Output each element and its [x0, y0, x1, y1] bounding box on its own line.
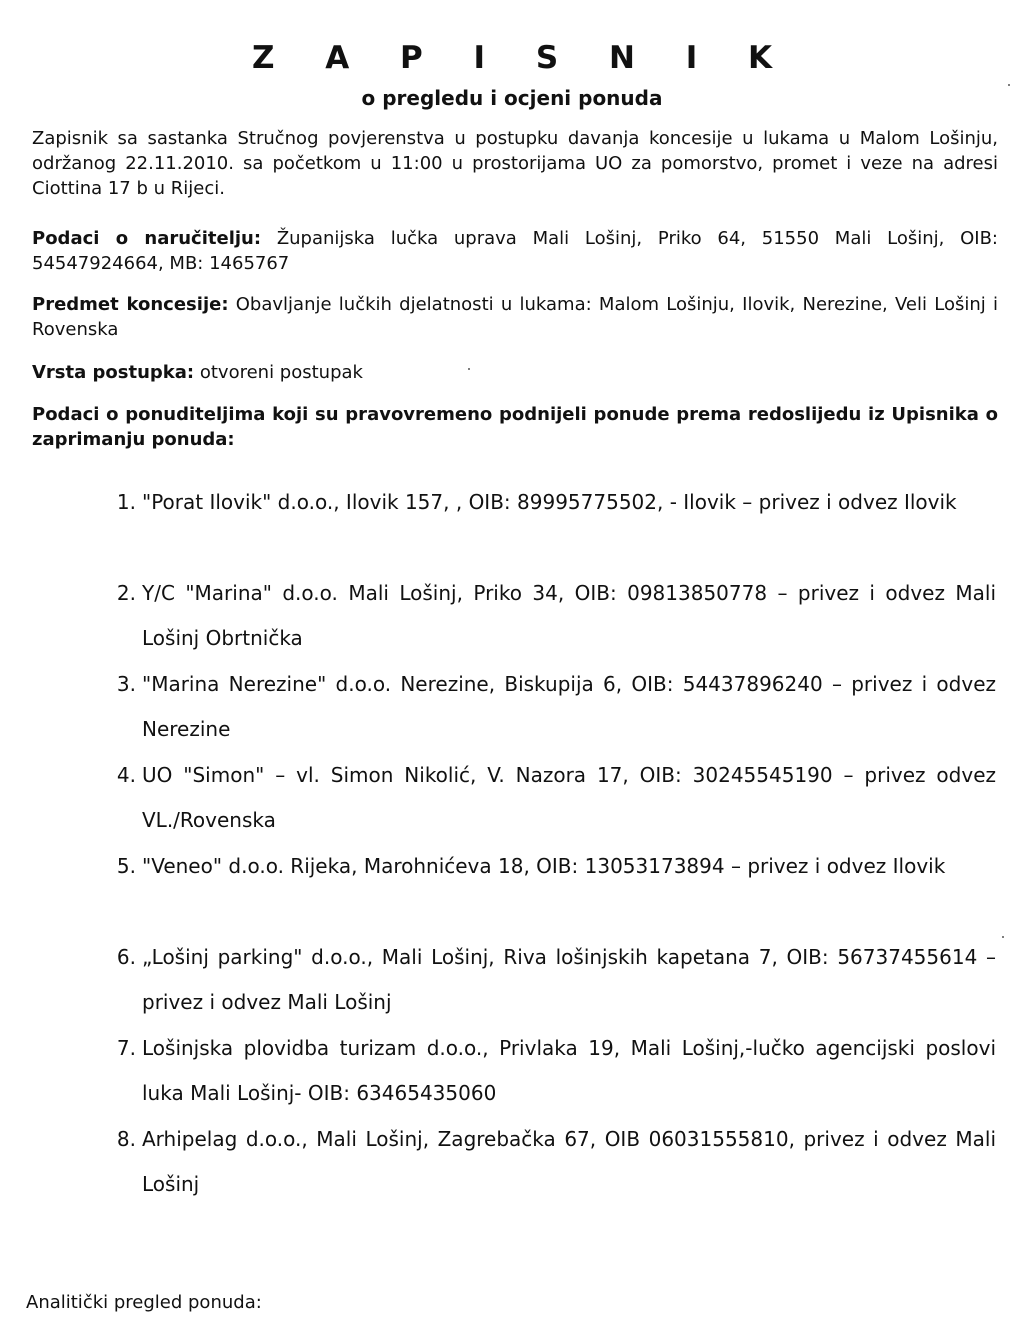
list-item-text: Arhipelag d.o.o., Mali Lošinj, Zagrebačka 67, OIB 06031555810, privez i odvez Mali Lošinj [142, 1127, 996, 1196]
list-item-number: 5. [116, 854, 136, 878]
list-item-text: „Lošinj parking" d.o.o., Mali Lošinj, Riva lošinjskih kapetana 7, OIB: 56737455614 – privez i odvez Mali Lošinj [142, 945, 996, 1014]
narucitelj-label: Podaci o naručitelju: [32, 228, 262, 249]
list-item-number: 8. [116, 1127, 136, 1151]
document-title: Z A P I S N I K [251, 40, 793, 76]
list-item-text: "Veneo" d.o.o. Rijeka, Marohnićeva 18, OIB: 13053173894 – privez i odvez Ilovik [142, 854, 946, 878]
list-item-number: 1. [116, 490, 136, 514]
ponuditelji-list [0, 476, 1024, 1204]
predmet-label: Predmet koncesije: [32, 294, 229, 315]
vrsta-paragraph [32, 360, 998, 385]
list-item-number: 6. [116, 945, 136, 969]
predmet-paragraph [32, 292, 998, 342]
list-item [0, 1113, 1024, 1204]
vrsta-value: otvoreni postupak [194, 362, 363, 383]
list-item [0, 840, 1024, 931]
list-item [0, 931, 1024, 1022]
list-item-text: Lošinjska plovidba turizam d.o.o., Privlaka 19, Mali Lošinj,-lučko agencijski poslovi luka Mali Lošinj- OIB: 63465435060 [142, 1036, 996, 1105]
narucitelj-paragraph [32, 226, 998, 276]
list-item-number: 3. [116, 672, 136, 696]
narucitelj-value: Županijska lučka uprava Mali Lošinj, Priko 64, 51550 Mali Lošinj, OIB: 54547924664, MB: 1465767 [32, 228, 998, 274]
scan-speck [1002, 936, 1004, 938]
footer-label: Analitički pregled ponuda: [26, 1292, 262, 1313]
list-item-text: "Porat Ilovik" d.o.o., Ilovik 157, , OIB: 89995775502, - Ilovik – privez i odvez Ilovik [142, 490, 957, 514]
vrsta-label: Vrsta postupka: [32, 362, 195, 383]
list-item-number: 7. [116, 1036, 136, 1060]
list-item [0, 1022, 1024, 1113]
list-item [0, 658, 1024, 749]
list-item-number: 4. [116, 763, 136, 787]
document-subtitle: o pregledu i ocjeni ponuda [361, 86, 663, 110]
scan-speck [468, 368, 470, 370]
scan-speck [1008, 84, 1010, 86]
list-item [0, 476, 1024, 567]
list-item-text: Y/C "Marina" d.o.o. Mali Lošinj, Priko 34, OIB: 09813850778 – privez i odvez Mali Lošinj Obrtnička [142, 581, 996, 650]
intro-paragraph: Zapisnik sa sastanka Stručnog povjerenstva u postupku davanja koncesije u lukama u Malom Lošinju, održanog 22.11.2010. sa početkom u 11:00 u prostorijama UO za pomorstvo, promet i veze na adresi Ciottina 17 b u Rijeci. [32, 128, 998, 199]
list-item [0, 567, 1024, 658]
list-item [0, 749, 1024, 840]
list-item-number: 2. [116, 581, 136, 605]
ponuditelji-heading: Podaci o ponuditeljima koji su pravovremeno podnijeli ponude prema redoslijedu iz Upisnika o zaprimanju ponuda: [32, 404, 998, 450]
list-item-text: UO "Simon" – vl. Simon Nikolić, V. Nazora 17, OIB: 30245545190 – privez odvez VL./Rovenska [142, 763, 996, 832]
list-item-text: "Marina Nerezine" d.o.o. Nerezine, Biskupija 6, OIB: 54437896240 – privez i odvez Nerezine [142, 672, 996, 741]
predmet-value: Obavljanje lučkih djelatnosti u lukama: Malom Lošinju, Ilovik, Nerezine, Veli Lošinj i Rovenska [32, 294, 998, 340]
